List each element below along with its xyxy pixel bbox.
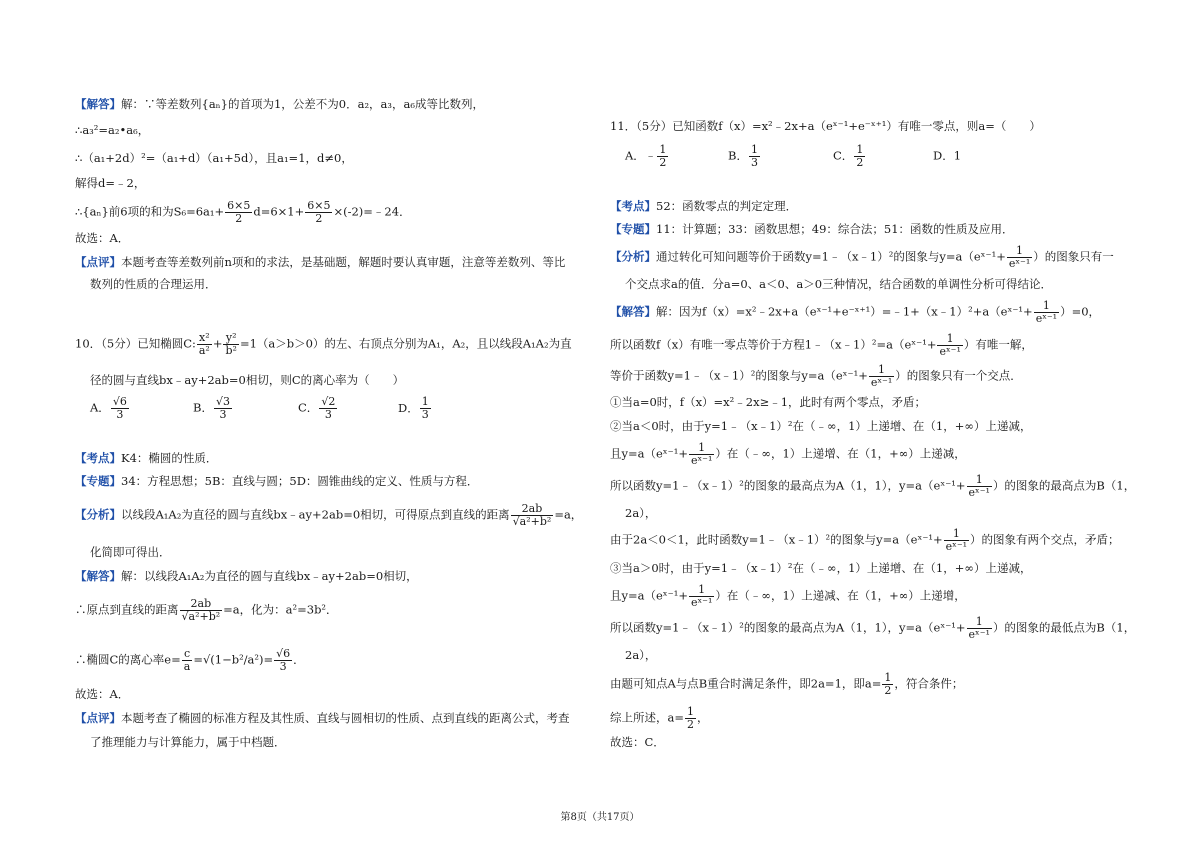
q10-solution-line1: 【解答】解：以线段A₁A₂为直径的圆与直线bx﹣ay+2ab=0相切， bbox=[75, 569, 418, 583]
q11-solution-line7: 所以函数y=1﹣（x﹣1）²的图象的最高点为A（1，1），y=a（eˣ⁻¹+ $\frac{1}{\text{eˣ⁻¹}}$ ）的图象的最高点为B（1， bbox=[610, 473, 1136, 499]
q11-options bbox=[625, 144, 961, 169]
fraction: $\frac{\text{x²}}{\text{a²}}$ bbox=[198, 331, 210, 357]
option-d: D．1 bbox=[933, 148, 962, 163]
q11-solution-line9: 由于2a＜0＜1，此时函数y=1﹣（x﹣1）²的图象与y=a（eˣ⁻¹+ $\frac{1}{\text{eˣ⁻¹}}$ ）的图象有两个交点，矛盾； bbox=[610, 527, 1120, 553]
q11-solution-line3: 等价于函数y=1﹣（x﹣1）²的图象与y=a（eˣ⁻¹+ $\frac{1}{\text{eˣ⁻¹}}$ ）的图象只有一个交点． bbox=[610, 363, 1022, 389]
q10-fenxi: 【分析】以线段A₁A₂为直径的圆与直线bx﹣ay+2ab=0相切，可得原点到直线的距离 $\frac{2ab}{\text{√a²+b²}}$ =a， bbox=[75, 502, 583, 528]
q11-stem: 11．（5分）已知函数f（x）=x²﹣2x+a（eˣ⁻¹+e⁻ˣ⁺¹）有唯一零点，则a=（ ） bbox=[610, 119, 1041, 133]
q11-solution-line12: 所以函数y=1﹣（x﹣1）²的图象的最高点为A（1，1），y=a（eˣ⁻¹+ $\frac{1}{\text{eˣ⁻¹}}$ ）的图象的最低点为B（1， bbox=[610, 615, 1136, 641]
option-c: C． $\frac{√2}{3}$ bbox=[298, 395, 336, 421]
option-b: B． $\frac{√3}{3}$ bbox=[193, 395, 230, 421]
q10-fenxi-line2: 化简即可得出． bbox=[90, 545, 171, 559]
q10-solution-line3: ∴椭圆C的离心率e= $\frac{c}{a}$ =√(1−b²/a²)= $\frac{√6}{3}$ ． bbox=[75, 647, 305, 673]
q9-line5: ∴{aₙ}前6项的和为S₆=6a₁+ $\frac{6\times 5}{2}$ d=6×1+ $\frac{6\times 5}{2}$ ×(-2)=﹣24． bbox=[75, 199, 411, 225]
q9-line4: 解得d=﹣2， bbox=[75, 176, 146, 190]
q10-stem-line2: 径的圆与直线bx﹣ay+2ab=0相切，则C的离心率为（ ） bbox=[90, 373, 405, 387]
q11-solution-line10: ③当a＞0时，由于y=1﹣（x﹣1）²在（﹣∞，1）上递增、在（1，+∞）上递减， bbox=[610, 561, 1032, 575]
q10-answer: 故选：A． bbox=[75, 687, 130, 701]
option-a: A．﹣ $\frac{1}{2}$ bbox=[625, 143, 667, 169]
q10-zhuanti: 【专题】34：方程思想；5B：直线与圆；5D：圆锥曲线的定义、性质与方程． bbox=[75, 474, 479, 488]
q11-solution-line8: 2a）， bbox=[625, 506, 657, 520]
q10-options bbox=[90, 396, 432, 421]
q11-solution-line5: ②当a＜0时，由于y=1﹣（x﹣1）²在（﹣∞，1）上递增、在（1，+∞）上递减， bbox=[610, 419, 1032, 433]
q9-line2: ∴a₃²=a₂•a₆， bbox=[75, 123, 150, 137]
fraction: $\frac{6\times 5}{2}$ bbox=[307, 199, 331, 225]
comment-tag: 【点评】 bbox=[75, 255, 121, 269]
option-b: B． $\frac{1}{3}$ bbox=[728, 143, 758, 169]
q10-comment-line2: 了推理能力与计算能力，属于中档题． bbox=[90, 735, 286, 749]
option-c: C． $\frac{1}{2}$ bbox=[833, 143, 864, 169]
q11-solution-line6: 且y=a（eˣ⁻¹+ $\frac{1}{\text{eˣ⁻¹}}$ ）在（﹣∞，1）上递增、在（1，+∞）上递减， bbox=[610, 441, 966, 467]
page-footer: 第8页（共17页） bbox=[560, 812, 640, 823]
option-a: A． $\frac{√6}{3}$ bbox=[90, 395, 127, 421]
q9-line3: ∴（a₁+2d）²=（a₁+d）（a₁+5d），且a₁=1，d≠0， bbox=[75, 151, 353, 165]
q11-solution-line2: 所以函数f（x）有唯一零点等价于方程1﹣（x﹣1）²=a（eˣ⁻¹+ $\frac{1}{\text{eˣ⁻¹}}$ ）有唯一解， bbox=[610, 332, 1033, 358]
q11-zhuanti: 【专题】11：计算题；33：函数思想；49：综合法；51：函数的性质及应用． bbox=[610, 222, 1014, 236]
q11-solution-line14: 由题可知点A与点B重合时满足条件，即2a=1，即a= $\frac{1}{2}$ ，符合条件； bbox=[610, 671, 964, 697]
q10-stem-line1: 10．（5分）已知椭圆C: $\frac{\text{x²}}{\text{a²}}$ + $\frac{\text{y²}}{\text{b²}}$ =1（a＞b＞0）的左、右顶点分别为A₁，A₂，且以线段A₁A₂为直 bbox=[75, 331, 572, 357]
q11-solution-line13: 2a）， bbox=[625, 648, 657, 662]
q9-answer: 故选：A． bbox=[75, 231, 130, 245]
q11-solution-line4: ①当a=0时，f（x）=x²﹣2x≥﹣1，此时有两个零点，矛盾； bbox=[610, 395, 927, 409]
q11-kaodian: 【考点】52：函数零点的判定定理． bbox=[610, 199, 798, 213]
q10-comment-line1: 【点评】本题考查了椭圆的标准方程及其性质、直线与圆相切的性质、点到直线的距离公式，考查 bbox=[75, 711, 570, 725]
fraction: $\frac{\text{y²}}{\text{b²}}$ bbox=[225, 331, 237, 357]
q11-solution-line15: 综上所述，a= $\frac{1}{2}$ ， bbox=[610, 705, 709, 731]
q11-fenxi-line2: 个交点求a的值．分a=0、a＜0、a＞0三种情况，结合函数的单调性分析可得结论． bbox=[625, 277, 1053, 291]
q11-answer: 故选：C． bbox=[610, 735, 665, 749]
solution-tag: 【解答】 bbox=[75, 97, 121, 111]
fraction: $\frac{6\times 5}{2}$ bbox=[227, 199, 251, 225]
q9-comment-line1: 【点评】本题考查等差数列前n项和的求法，是基础题，解题时要认真审题，注意等差数列、等比 bbox=[75, 255, 566, 269]
q10-kaodian: 【考点】K4：椭圆的性质． bbox=[75, 451, 218, 465]
q11-solution-line11: 且y=a（eˣ⁻¹+ $\frac{1}{\text{eˣ⁻¹}}$ ）在（﹣∞，1）上递减、在（1，+∞）上递增， bbox=[610, 583, 966, 609]
q9-comment-line2: 数列的性质的合理运用． bbox=[90, 277, 217, 291]
q10-solution-line2: ∴原点到直线的距离 $\frac{2ab}{\text{√a²+b²}}$ =a，化为：a²=3b²． bbox=[75, 597, 338, 623]
option-d: D． $\frac{1}{3}$ bbox=[398, 395, 429, 421]
q11-fenxi: 【分析】通过转化可知问题等价于函数y=1﹣（x﹣1）²的图象与y=a（eˣ⁻¹+ $\frac{1}{\text{eˣ⁻¹}}$ ）的图象只有一 bbox=[610, 244, 1114, 270]
q11-solution-line1: 【解答】解：因为f（x）=x²﹣2x+a（eˣ⁻¹+e⁻ˣ⁺¹）=﹣1+（x﹣1）²+a（eˣ⁻¹+ $\frac{1}{\text{eˣ⁻¹}}$ ）=0， bbox=[610, 299, 1101, 325]
q9-solution-line1: 【解答】解：∵等差数列{aₙ}的首项为1，公差不为0．a₂，a₃，a₆成等比数列， bbox=[75, 97, 484, 111]
